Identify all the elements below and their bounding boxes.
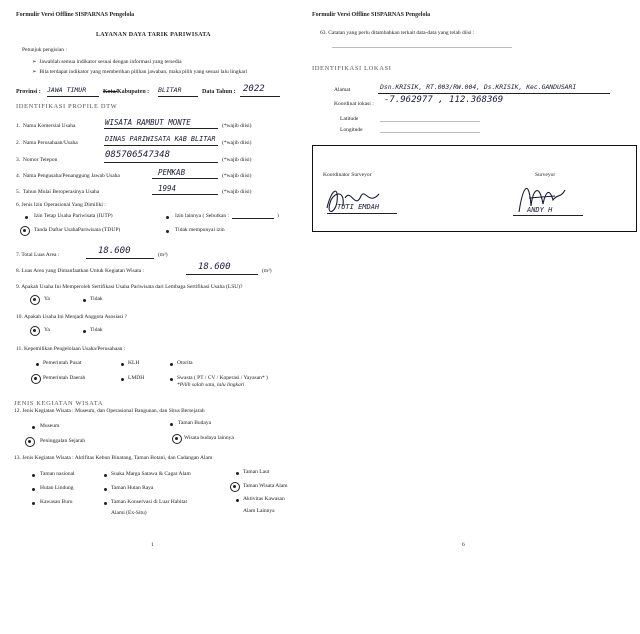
option-bullet [32,502,35,505]
field-row: 2. Nama Perusahaan/Usaha [16,140,78,146]
underline [152,178,218,179]
luas-wisata-value[interactable]: 18.600 [198,262,231,272]
option-bullet [32,426,35,429]
option-izin-lainnya[interactable]: Izin lainnya ( Sebutkan : [175,213,230,219]
option-bullet [33,329,36,332]
required-note: (*wajib diisi) [222,173,252,179]
option-wisata-budaya-lainnya[interactable]: Wisata budaya lainnya [184,435,234,441]
koordinator-signature-icon [321,180,401,220]
instruction-item: ➢ Jawablah semua indikator sesuai dengan informasi yang tersedia [32,59,182,65]
instructions-title: Petunjuk pengisian : [22,47,67,53]
unit-label: (m²) [158,252,168,258]
form-title: Formulir Versi Offline SISPARNAS Pengelola [312,12,431,18]
instruction-item: ➢ Bila terdapat indikator yang memberikan pilihan jawaban, maka pilih yang sesuai lalu lingkari [32,69,248,75]
underline [327,213,397,214]
option-klh[interactable]: KLH [128,360,140,366]
option-taman-konservasi[interactable]: Taman Konservasi di Luar Habitat [111,499,187,505]
option-bullet [25,216,28,219]
option-otorita[interactable]: Otorita [177,360,193,366]
option-swasta[interactable]: Swasta ( PT / CV / Koperasi / Yayasan* ) [177,375,268,381]
option-taman-konservasi-cont: Alami (Ex-Situ) [111,510,147,516]
option-hutan-lindung[interactable]: Hutan Lindung [40,485,74,491]
paren-close: ) [277,213,279,219]
option-bullet [83,299,86,302]
field-row: 4. Nama Pengusaha/Penanggung Jawab Usaha [16,173,120,179]
option-bullet [83,330,86,333]
provinsi-underline [47,96,99,97]
alamat-label: Alamat [334,87,351,93]
section-profile-heading: IDENTIFIKASI PROFILE DTW [16,103,118,110]
option-pemerintah-daerah[interactable]: Pemerintah Daerah [43,375,86,381]
page-number: 1 [151,542,154,548]
question-9: 9. Apakah Usaha Ini Memperoleh Sertifikasi Usaha Pariwisata dari Lembaga Sertifikasi Usaha (LSU)? [16,284,243,290]
option-bullet [33,298,36,301]
field-row: 3. Nomor Telepon [16,157,58,163]
option-tidak-izin[interactable]: Tidak mempunyai izin [175,227,225,233]
field-row: 5. Tahun Mulai Beroperasinya Usaha [16,189,100,195]
surveyor-label: Surveyor [535,172,556,178]
latitude-line [380,121,480,122]
option-bullet [23,229,26,232]
koordinator-label: Koordinator Surveyor [323,172,372,178]
kota-label: Kota/ [103,89,118,95]
tahun-underline [240,96,280,97]
option-pemerintah-pusat[interactable]: Pemerintah Pusat [43,360,82,366]
question-6: 6. Jenis Izin Operasional Yang Dimiliki : [16,202,106,208]
underline [104,128,218,129]
nomor-telepon-value[interactable]: 085706547348 [105,150,171,160]
underline [152,194,218,195]
option-bullet [104,502,107,505]
required-note: (*wajib diisi) [222,140,252,146]
option-bullet [175,437,178,440]
required-note: (*wajib diisi) [222,157,252,163]
option-bullet [166,230,169,233]
underline [104,145,218,146]
option-bullet [170,378,173,381]
nama-perusahaan-value[interactable]: DINAS PARIWISATA KAB BLITAR [105,135,216,143]
option-taman-nasional[interactable]: Taman nasional [40,471,75,477]
provinsi-label: Provinsi : [16,89,41,95]
question-11: 11. Kepemilikan Pengelolaan Usaha/Perusahaan : [16,346,126,352]
nama-komersial-value[interactable]: WISATA RAMBUT MONTE [105,118,191,127]
option-aktivitas-kawasan[interactable]: Aktivitas Kawasan [243,496,285,502]
unit-label: (m²) [262,268,272,274]
option-kawasan-buru[interactable]: Kawasan Buru [40,499,73,505]
required-note: (*wajib diisi) [222,189,252,195]
page-number: 6 [462,542,465,548]
option-tidak[interactable]: Tidak [90,296,103,302]
question-10: 10. Apakah Usaha Ini Menjadi Anggota Asosiasi ? [16,314,127,320]
option-bullet [121,378,124,381]
option-bullet [32,488,35,491]
option-tdup[interactable]: Tanda Daftar UsahaPariwisata (TDUP) [34,227,121,233]
option-alam-lainnya: Alam Lainnya [243,508,275,514]
option-taman-wisata-alam[interactable]: Taman Wisata Alam [243,483,288,489]
koordinat-value[interactable]: -7.962977 , 112.368369 [384,95,504,105]
penanggung-jawab-value[interactable]: PEMKAB [158,168,186,177]
option-bullet [34,377,37,380]
option-taman-budaya[interactable]: Taman Budaya [178,420,212,426]
option-iutp[interactable]: Izin Tetap Usaha Pariwisata (IUTP) [34,213,113,219]
data-tahun-label: Data Tahun : [202,89,236,95]
selection-note: *Pilih salah satu, lalu lingkari [177,382,245,388]
field-row: 1. Nama Komersial Usaha [16,123,76,129]
latitude-label: Latitude [340,116,359,122]
question-63: 63. Catatan yang perlu ditambahkan terkait data-data yang telah diisi : [320,30,475,36]
form-page-6 [312,0,640,560]
question-8: 8. Luas Area yang Dimanfaatkan Untuk Kegiatan Wisata : [16,268,145,274]
longitude-label: Longitude [340,127,363,133]
signature-box [312,145,637,232]
page-heading: LAYANAN DAYA TARIK PARIWISATA [96,32,211,38]
tahun-mulai-value[interactable]: 1994 [158,184,177,193]
option-ya[interactable]: Ya [44,296,50,302]
option-bullet [236,499,239,502]
underline [513,215,583,216]
required-note: (*wajib diisi) [222,123,252,129]
kabupaten-value[interactable]: BLITAR [158,86,182,94]
option-bullet [104,474,107,477]
surveyor-name: ANDY H [527,206,553,214]
option-suaka-marga[interactable]: Suaka Marga Satawa & Cagar Alam [111,471,191,477]
option-tidak[interactable]: Tidak [90,327,103,333]
option-bullet [170,423,173,426]
option-bullet [28,440,31,443]
underline [104,162,218,163]
option-taman-laut[interactable]: Taman Laut [243,469,270,475]
option-museum[interactable]: Museum [40,423,60,429]
option-bullet [170,363,173,366]
notes-line [332,47,512,48]
kabupaten-label: Kabupaten : [117,89,150,95]
underline [86,258,154,259]
option-taman-hutan-raya[interactable]: Taman Hutan Raya [111,485,154,491]
kabupaten-underline [158,96,198,97]
question-7: 7. Total Luas Area : [16,252,60,258]
option-bullet [236,472,239,475]
total-luas-value[interactable]: 18.600 [98,246,131,256]
option-bullet [104,488,107,491]
question-13: 13. Jenis Kegiatan Wisata : Aktifitas Kebun Binatang, Taman Botani, dan Cadangan Alam [14,455,213,461]
underline [186,274,258,275]
option-bullet [121,363,124,366]
underline [232,218,274,219]
option-bullet [166,216,169,219]
question-12: 12. Jenis Kegiatan Wisata : Museum, dan Operasional Bangunan, dan Situs Bersejarah [14,408,205,414]
option-bullet [36,363,39,366]
section-jenis-heading: JENIS KEGIATAN WISATA [14,400,104,407]
form-title: Formulir Versi Offline SISPARNAS Pengelola [16,12,135,18]
data-tahun-value[interactable]: 2022 [243,84,265,94]
longitude-line [380,132,480,133]
section-lokasi-heading: IDENTIFIKASI LOKASI [312,65,392,72]
option-bullet [32,474,35,477]
alamat-value[interactable]: Dsn.KRISIK, RT.003/RW.004, Ds.KRISIK, Kec.GANDUSARI [380,83,577,91]
option-lmdh[interactable]: LMDH [128,375,145,381]
koordinator-name: TUTI EMDAH [337,203,380,211]
koordinat-label: Koordinat lokasi : [334,101,374,107]
underline [378,93,610,94]
option-ya[interactable]: Ya [44,327,50,333]
option-peninggalan-sejarah[interactable]: Peninggalan Sejarah [40,438,86,444]
provinsi-value[interactable]: JAWA TIMUR [47,86,87,94]
option-bullet [233,485,236,488]
form-page-1 [0,0,312,560]
